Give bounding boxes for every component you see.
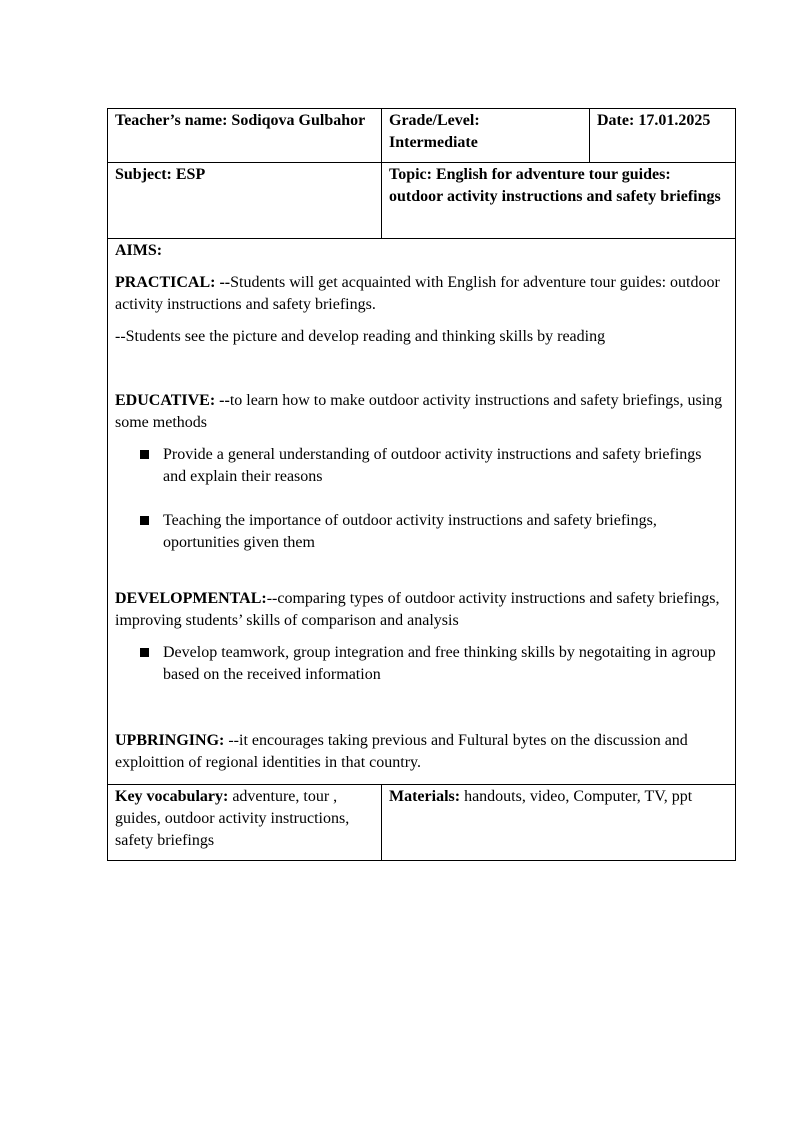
square-bullet-icon [140, 450, 149, 459]
square-bullet-icon [140, 516, 149, 525]
teacher-name: Teacher’s name: Sodiqova Gulbahor [115, 112, 366, 129]
educative-aim [115, 390, 728, 434]
upbringing-text: --it encourages taking previous and Fultural bytes on the discussion and exploittion of regional identities in that country. [115, 732, 688, 771]
upbringing-label: UPBRINGING: [115, 732, 225, 749]
subject: Subject: ESP [115, 166, 206, 183]
upbringing-aim [115, 730, 728, 774]
list-item [115, 642, 728, 686]
developmental-text: --comparing types of outdoor activity instructions and safety briefings, improving students’ skills of comparison and analysis [115, 590, 720, 629]
educative-text: to learn how to make outdoor activity instructions and safety briefings, using some methods [115, 392, 723, 431]
key-vocabulary-text: adventure, tour , guides, outdoor activity instructions, safety briefings [115, 788, 350, 849]
key-vocabulary-cell [108, 785, 382, 861]
developmental-aim [115, 588, 728, 632]
topic-cell [382, 163, 736, 239]
bullet-text: Provide a general understanding of outdoor activity instructions and safety briefings and explain their reasons [163, 446, 702, 485]
teacher-name-cell [108, 109, 382, 163]
list-item [115, 444, 728, 488]
educative-label: EDUCATIVE: -- [115, 392, 230, 409]
lesson-date: Date: 17.01.2025 [597, 112, 711, 129]
date-cell [590, 109, 736, 163]
square-bullet-icon [140, 648, 149, 657]
grade-level-cell [382, 109, 590, 163]
grade-level-label: Grade/Level: [389, 112, 480, 129]
developmental-bullet-list [115, 642, 728, 686]
educative-bullet-list [115, 444, 728, 554]
materials-label: Materials: [389, 788, 461, 805]
subject-cell [108, 163, 382, 239]
aims-row [108, 239, 736, 785]
header-row [108, 109, 736, 163]
bullet-text: Teaching the importance of outdoor activity instructions and safety briefings, oportunities given them [163, 512, 657, 551]
practical-line2: --Students see the picture and develop reading and thinking skills by reading [115, 328, 606, 345]
grade-level-value: Intermediate [389, 134, 478, 151]
materials-text: handouts, video, Computer, TV, ppt [460, 788, 693, 805]
materials-cell [382, 785, 736, 861]
developmental-label: DEVELOPMENTAL: [115, 590, 267, 607]
list-item [115, 510, 728, 554]
practical-label: PRACTICAL: -- [115, 274, 231, 291]
aims-heading: AIMS: [115, 242, 163, 259]
topic: Topic: English for adventure tour guides: outdoor activity instructions and safety briefings [389, 166, 721, 205]
vocabulary-row [108, 785, 736, 861]
practical-aim [115, 272, 728, 316]
lesson-plan-table [107, 108, 736, 861]
practical-text: Students will get acquainted with English for adventure tour guides: outdoor activity instructions and safety briefings. [115, 274, 720, 313]
aims-cell [108, 239, 736, 785]
bullet-text: Develop teamwork, group integration and free thinking skills by negotaiting in agroup based on the received information [163, 644, 716, 683]
subject-row [108, 163, 736, 239]
key-vocabulary-label: Key vocabulary: [115, 788, 229, 805]
